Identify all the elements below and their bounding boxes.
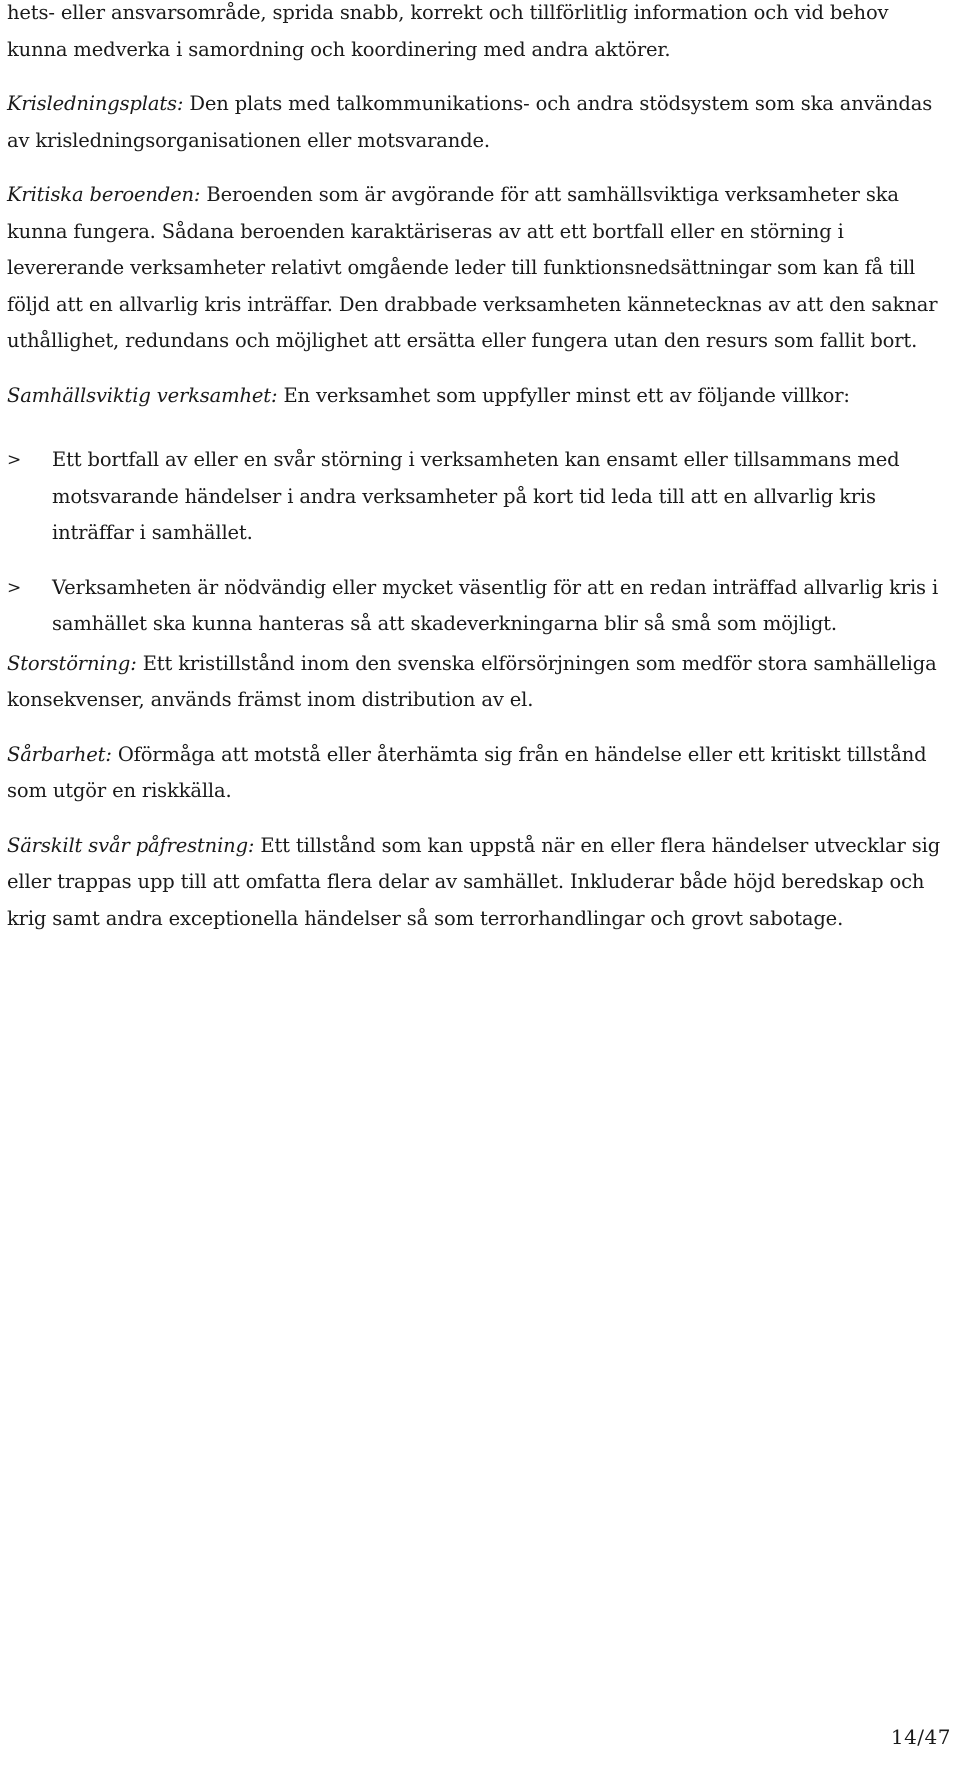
chevron-right-icon: > xyxy=(7,577,22,598)
definition-sarbarhet xyxy=(7,737,952,810)
definition-text: Ett tillstånd som kan uppstå när en eller flera händelser utvecklar sig eller trappas upp till att omfatta flera delar av samhället. Inkluderar både höjd beredskap och krig samt andra exceptionella händelser så som terrorhandlingar och grovt sabotage. xyxy=(7,833,941,930)
definition-krisledningsplats xyxy=(7,86,952,159)
definition-term: Samhällsviktig verksamhet: xyxy=(7,383,278,407)
document-page xyxy=(7,0,952,937)
definition-term: Kritiska beroenden: xyxy=(7,183,201,206)
list-item-text: Verksamheten är nödvändig eller mycket väsentlig för att en redan inträffad allvarlig kris i samhället ska kunna hanteras så att skadeverkningarna blir så små som möjligt. xyxy=(52,575,939,635)
list-item xyxy=(7,442,952,552)
definition-text: Beroenden som är avgörande för att samhällsviktiga verksamheter ska kunna fungera. Sådana beroenden karaktäriseras av att ett bortfall eller en störning i levererande verksamheter relativt omgående leder till funktionsnedsättningar som kan få till följd att en allvarlig kris inträffar. Den drabbade verksamheten kännetecknas av att den saknar uthållighet, redundans och möjlighet att ersätta eller fungera utan den resurs som fallit bort. xyxy=(7,183,938,352)
definition-term: Krisledningsplats: xyxy=(7,92,184,115)
criteria-list xyxy=(7,442,952,643)
definition-kritiska-beroenden xyxy=(7,177,952,360)
definition-text: Oförmåga att motstå eller återhämta sig från en händelse eller ett kritiskt tillstånd som utgör en riskkälla. xyxy=(7,742,927,802)
chevron-right-icon: > xyxy=(7,450,22,470)
list-item-text: Ett bortfall av eller en svår störning i verksamheten kan ensamt eller tillsammans med motsvarande händelser i andra verksamheter på kort tid leda till att en allvarlig kris inträffar i samhället. xyxy=(52,448,900,544)
intro-paragraph: hets- eller ansvarsområde, sprida snabb, korrekt och tillförlitlig information och vid behov kunna medverka i samordning och koordinering med andra aktörer. xyxy=(7,1,889,61)
definition-term: Särskilt svår påfrestning: xyxy=(7,833,255,857)
definition-term: Sårbarhet: xyxy=(7,742,112,766)
definition-term: Storstörning: xyxy=(7,651,137,675)
list-item xyxy=(7,570,952,643)
definition-storstorning xyxy=(7,646,952,719)
definition-sarskilt-svar-pafrestning xyxy=(7,828,952,938)
definition-text: Ett kristillstånd inom den svenska elförsörjningen som medför stora samhälleliga konsekvenser, används främst inom distribution av el. xyxy=(7,651,937,711)
definition-samhallsviktig-verksamhet xyxy=(7,378,952,415)
definition-text: En verksamhet som uppfyller minst ett av följande villkor: xyxy=(283,383,850,407)
page-number: 14/47 xyxy=(890,1725,951,1749)
definition-text: Den plats med talkommunikations- och andra stödsystem som ska användas av krisledningsorganisationen eller motsvarande. xyxy=(7,92,933,152)
